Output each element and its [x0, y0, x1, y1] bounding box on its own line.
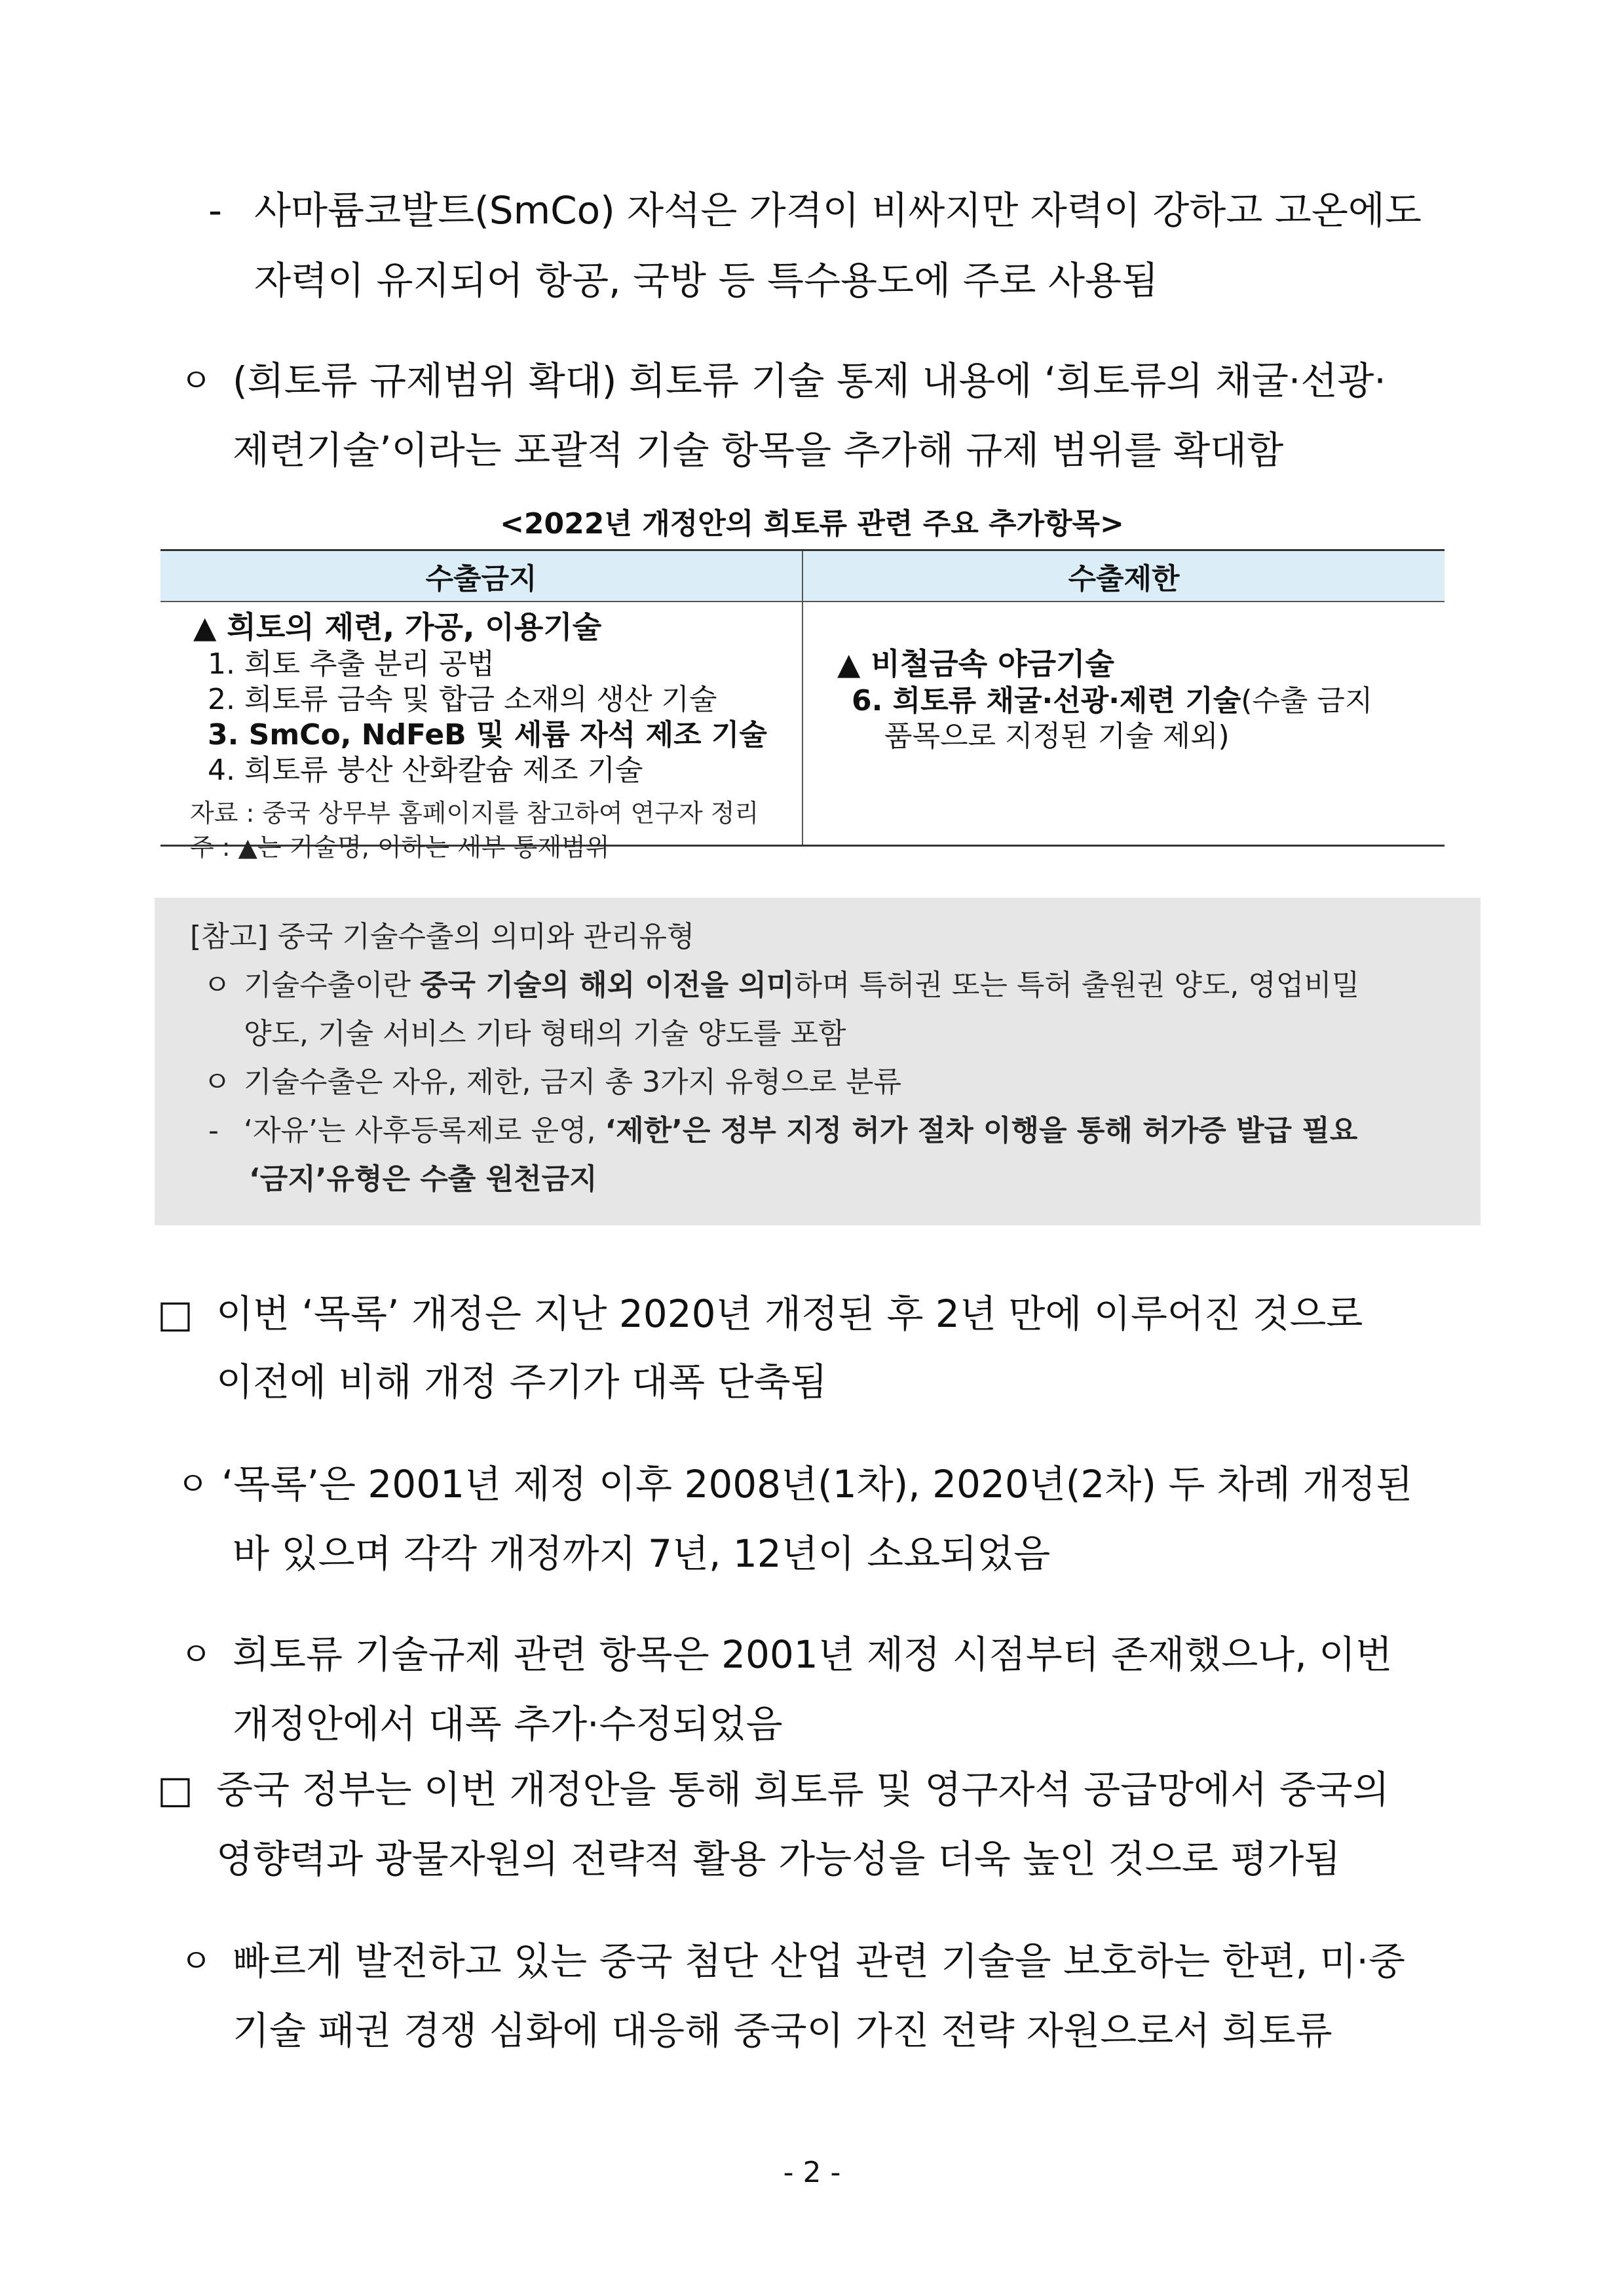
section-1-bullet-2-line-1: 희토류 기술규제 관련 항목은 2001년 제정 시점부터 존재했으나, 이번 [233, 1632, 1393, 1677]
dash-marker: - [208, 188, 222, 233]
section-2-line-1: 중국 정부는 이번 개정안을 통해 희토류 및 영구자석 공급망에서 중국의 [216, 1767, 1389, 1812]
export-restriction-item-bold: 6. 희토류 채굴·선광·제련 기술 [852, 684, 1241, 718]
section-1-line-1: 이번 ‘목록’ 개정은 지난 2020년 개정된 후 2년 만에 이루어진 것으로 [216, 1292, 1363, 1336]
reference-bullet-marker-2: ㅇ [203, 1065, 231, 1099]
export-restriction-title: ▲ 비철금속 야금기술 [837, 646, 1114, 681]
section-2-bullet-1-line-2: 기술 패권 경쟁 심화에 대응해 중국이 가진 전략 자원으로서 희토류 [233, 2008, 1332, 2053]
section-1-bullet-1-line-1: ‘목록’은 2001년 제정 이후 2008년(1차), 2020년(2차) 두 차례 개정된 [221, 1462, 1413, 1506]
reference-bullet-1-pre: 기술수출이란 [244, 968, 421, 1002]
reference-dash-item-line-2: ‘금지’유형은 수출 원천금지 [249, 1162, 597, 1196]
reference-bullet-2: 기술수출은 자유, 제한, 금지 총 3가지 유형으로 분류 [244, 1065, 901, 1099]
reference-dash-item-pre: ‘자유’는 사후등록제로 운영, [244, 1114, 605, 1147]
section-1-bullet-marker-2: ㅇ [180, 1636, 212, 1674]
section-2-line-2: 영향력과 광물자원의 전략적 활용 가능성을 더욱 높인 것으로 평가됨 [216, 1837, 1341, 1881]
header-export-restriction: 수출제한 [803, 550, 1445, 602]
bullet-scope-line-1: (희토류 규제범위 확대) 희토류 기술 통제 내용에 ‘희토류의 채굴·선광· [233, 358, 1386, 403]
bullet-scope-line-2: 제련기술’이라는 포괄적 기술 항목을 추가해 규제 범위를 확대함 [233, 428, 1284, 472]
table-source-note: 자료 : 중국 상무부 홈페이지를 참고하여 연구자 정리 [190, 799, 759, 828]
export-restriction-cell [803, 602, 1445, 846]
reference-bullet-1-post: 하며 특허권 또는 특허 출원권 양도, 영업비밀 [794, 968, 1360, 1002]
reference-bullet-1-line-2: 양도, 기술 서비스 기타 형태의 기술 양도를 포함 [244, 1017, 846, 1050]
section-1-bullet-1-line-2: 바 있으며 각각 개정까지 7년, 12년이 소요되었음 [233, 1531, 1051, 1576]
page-number: - 2 - [783, 2156, 841, 2189]
export-restriction-item-line-2: 품목으로 지정된 기술 제외) [884, 719, 1230, 753]
section-1-marker: □ [157, 1292, 193, 1336]
reference-title: [참고] 중국 기술수출의 의미와 관리유형 [190, 920, 695, 953]
export-restriction-item-rest: (수출 금지 [1241, 684, 1373, 718]
header-export-ban: 수출금지 [161, 550, 803, 602]
bullet-marker: ㅇ [180, 362, 212, 400]
section-1-line-2: 이전에 비해 개정 주기가 대폭 단축됨 [216, 1360, 827, 1404]
section-2-marker: □ [157, 1767, 193, 1812]
section-2-bullet-1-line-1: 빠르게 발전하고 있는 중국 첨단 산업 관련 기술을 보호하는 한편, 미·중 [233, 1939, 1406, 1983]
reference-bullet-1-bold: 중국 기술의 해외 이전을 의미 [420, 968, 795, 1002]
reference-dash-item-bold: ‘제한’은 정부 지정 허가 절차 이행을 통해 허가증 발급 필요 [605, 1114, 1358, 1147]
section-1-bullet-marker-1: ㅇ [177, 1465, 209, 1503]
table-caption: <2022년 개정안의 희토류 관련 주요 추가항목> [500, 507, 1124, 541]
export-ban-item-1: 1. 희토 추출 분리 공법 [208, 647, 495, 681]
export-ban-item-3: 3. SmCo, NdFeB 및 세륨 자석 제조 기술 [208, 718, 767, 752]
reference-dash-item [244, 1111, 1357, 1151]
export-ban-item-4: 4. 희토류 붕산 산화칼슘 제조 기술 [208, 754, 643, 787]
section-1-bullet-2-line-2: 개정안에서 대폭 추가·수정되었음 [233, 1702, 783, 1746]
export-ban-item-2: 2. 희토류 금속 및 합금 소재의 생산 기술 [208, 683, 717, 716]
reference-bullet-marker-1: ㅇ [203, 968, 231, 1002]
export-ban-title: ▲ 희토의 제련, 가공, 이용기술 [193, 609, 602, 645]
reference-bullet-1 [244, 966, 1359, 1005]
dash-item-line-1: 사마륨코발트(SmCo) 자석은 가격이 비싸지만 자력이 강하고 고온에도 [254, 188, 1422, 233]
section-2-bullet-marker-1: ㅇ [180, 1942, 212, 1980]
dash-item-line-2: 자력이 유지되어 항공, 국방 등 특수용도에 주로 사용됨 [254, 258, 1159, 303]
table-footnote: 주 : ▲는 기술명, 이하는 세부 통제범위 [190, 833, 610, 862]
export-restriction-item [852, 683, 1445, 719]
reference-dash-marker: - [208, 1114, 219, 1147]
